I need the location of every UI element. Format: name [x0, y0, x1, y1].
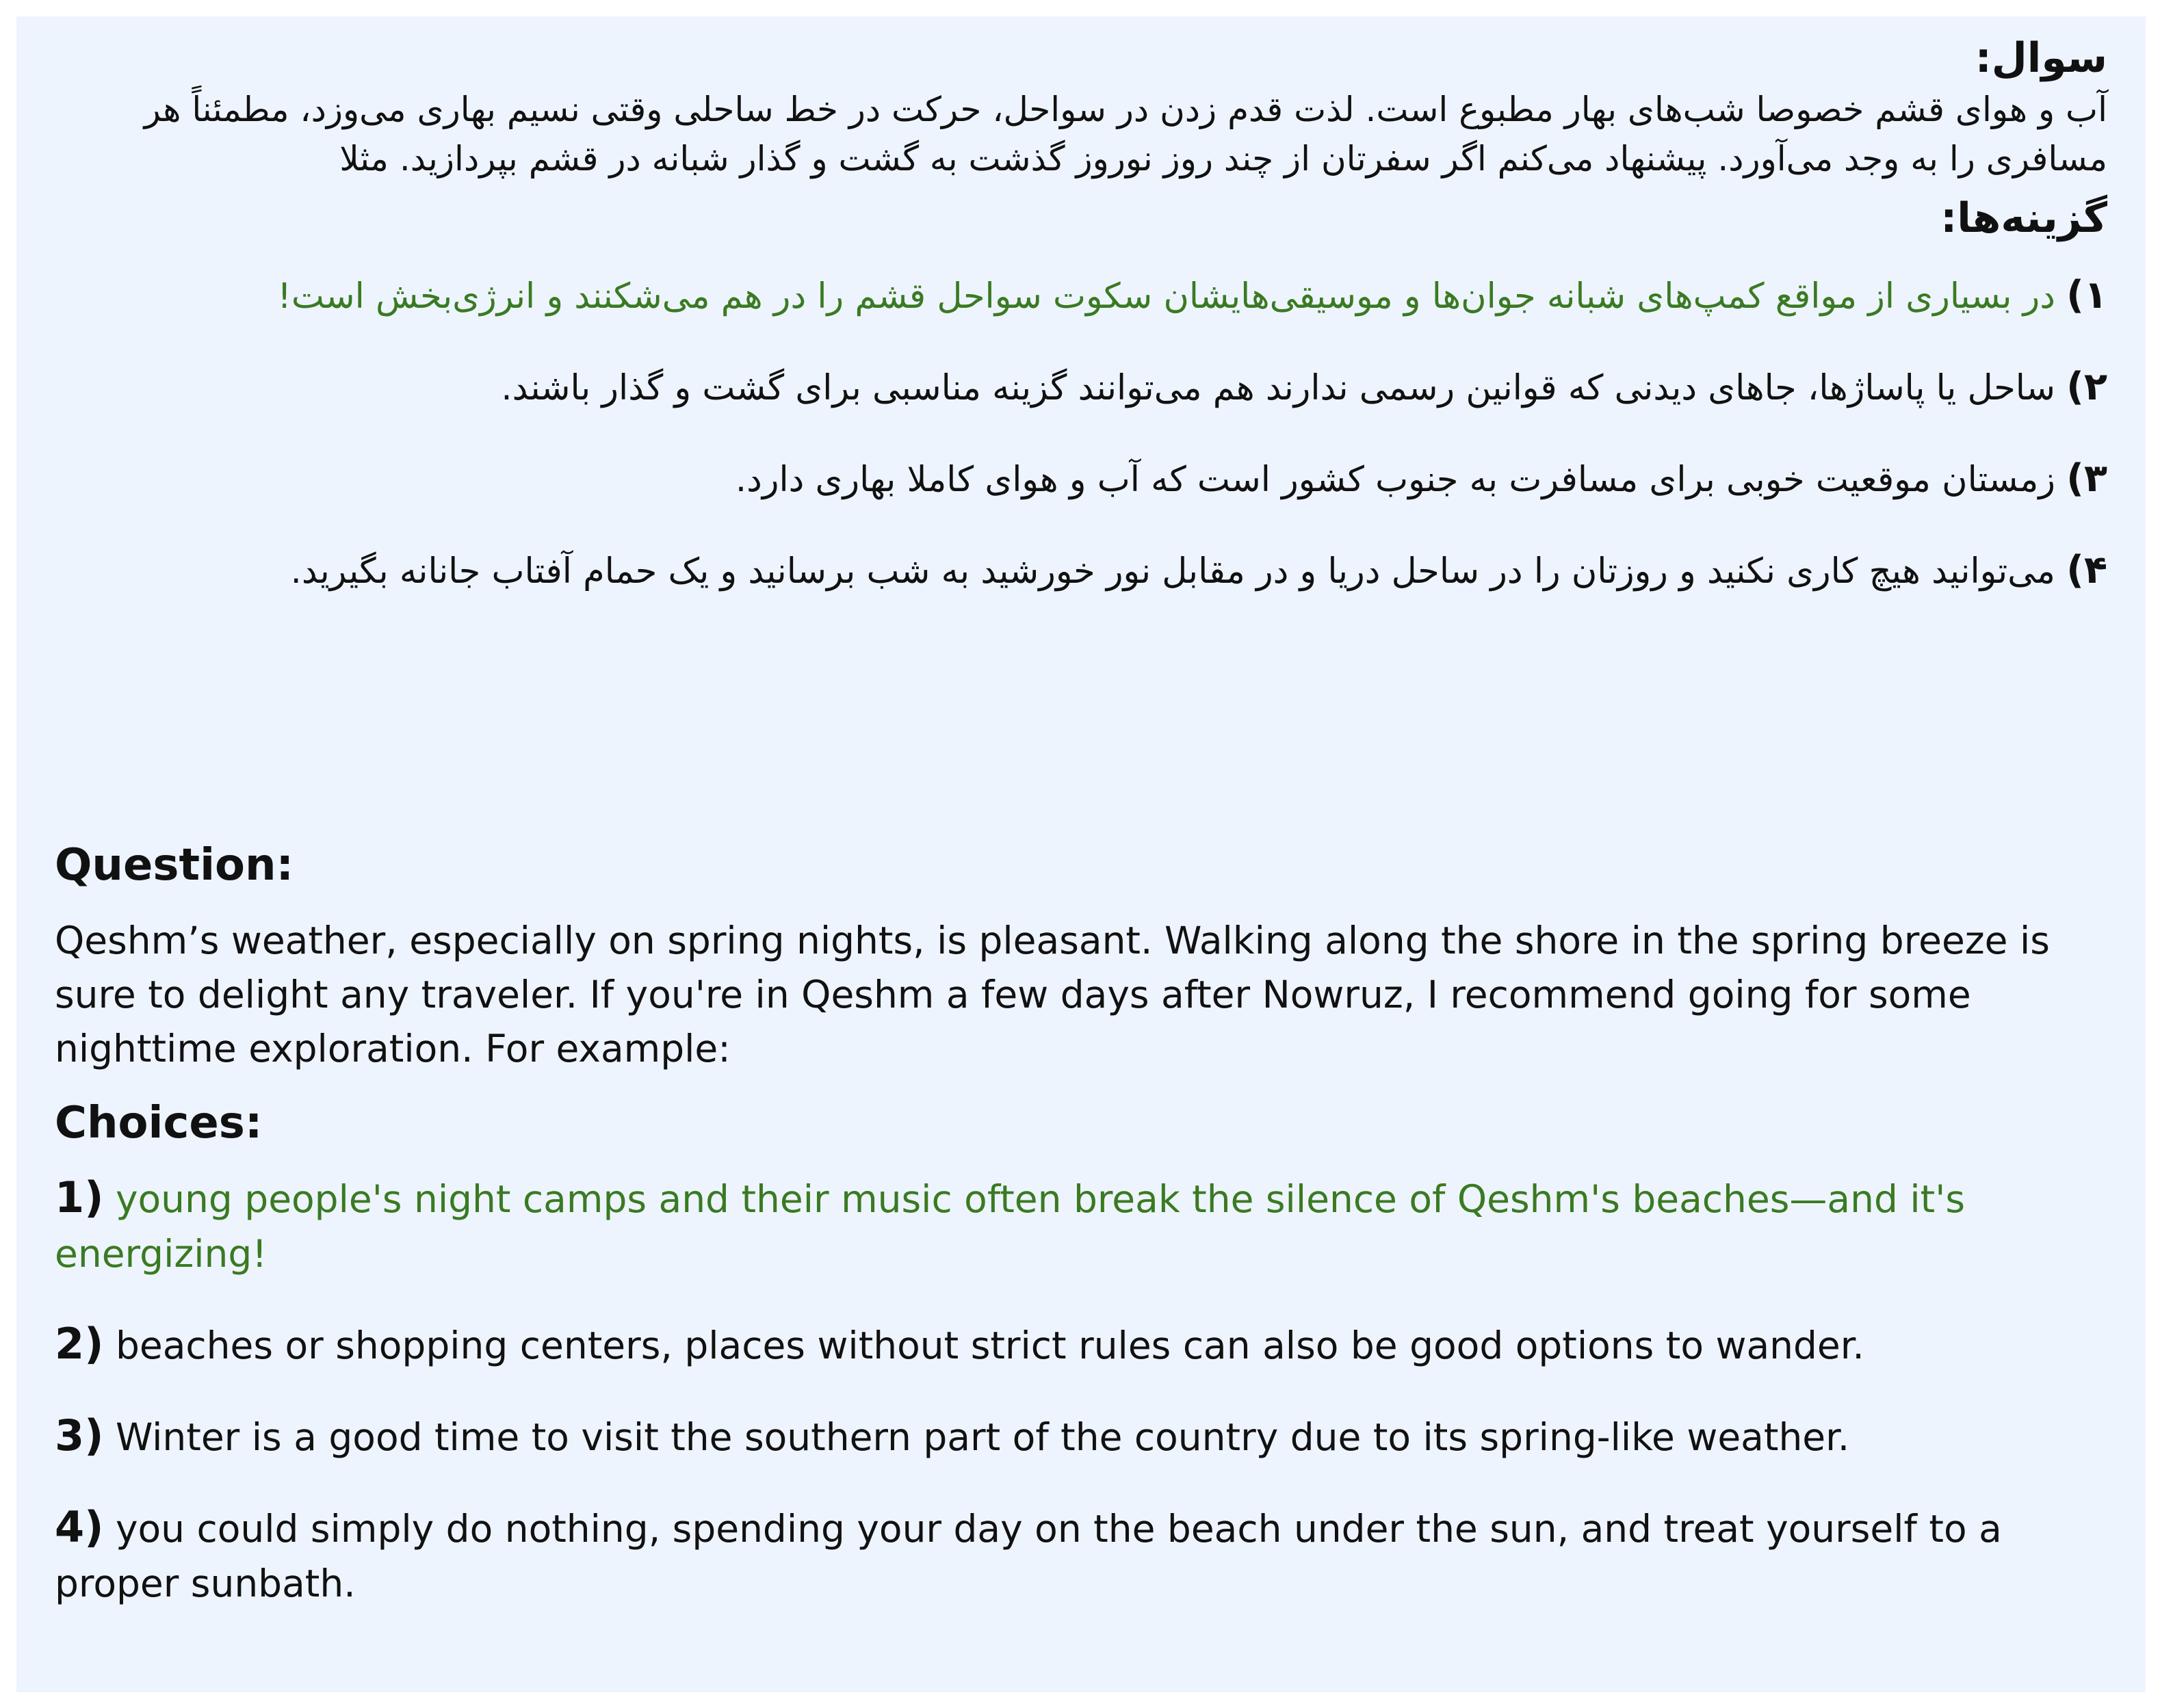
persian-choice-4	[55, 544, 2107, 598]
english-choices-list	[55, 1170, 2107, 1611]
english-choice-number: 3)	[55, 1410, 104, 1460]
english-choices-heading: Choices:	[55, 1098, 263, 1148]
english-question-text: Qeshm’s weather, especially on spring nights, is pleasant. Walking along the shore in the spring breeze is sure to delight any traveler. If you're in Qeshm a few days after Nowruz, I recommend going for some nighttime exploration. For example:	[55, 919, 2050, 1070]
english-choice-number: 4)	[55, 1502, 104, 1552]
english-choice-text: beaches or shopping centers, places without strict rules can also be good options to wander.	[115, 1324, 1864, 1367]
english-choice-1	[55, 1170, 2107, 1281]
english-choice-text: Winter is a good time to visit the southern part of the country due to its spring-like weather.	[115, 1415, 1850, 1459]
english-choice-text: young people's night camps and their music often break the silence of Qeshm's beaches—and it's energizing!	[55, 1177, 1965, 1276]
persian-section	[55, 31, 2107, 598]
persian-choice-text: در بسیاری از مواقع کمپ‌های شبانه جوان‌ها و موسیقی‌هایشان سکوت سواحل قشم را در هم می‌شکنند و انرژی‌بخش است!	[277, 276, 2055, 317]
persian-choice-number: ۴)	[2066, 548, 2107, 592]
persian-choice-text: زمستان موقعیت خوبی برای مسافرت به جنوب کشور است که آب و هوای کاملا بهاری دارد.	[735, 460, 2055, 500]
persian-choice-3	[55, 453, 2107, 506]
persian-question-text: آب و هوای قشم خصوصا شب‌های بهار مطبوع است. لذت قدم زدن در سواحل، حرکت در خط ساحلی وقتی نسیم بهاری می‌وزد، مطمئناً هر مسافری را به وجد می‌آورد. پیشنهاد می‌کنم اگر سفرتان از چند روز نوروز گذشت به گشت و گذار شبانه در قشم بپردازید. مثلا	[144, 90, 2107, 179]
english-choice-4	[55, 1500, 2107, 1611]
persian-question-heading: سوال:	[1975, 34, 2107, 82]
persian-choices-heading: گزینه‌ها:	[1940, 194, 2107, 242]
english-section	[55, 835, 2107, 1611]
persian-choice-text: می‌توانید هیچ کاری نکنید و روزتان را در ساحل دریا و در مقابل نور خورشید به شب برسانید و یک حمام آفتاب جانانه بگیرید.	[290, 551, 2055, 592]
persian-choice-2	[55, 361, 2107, 415]
persian-choice-text: ساحل یا پاساژها، جاهای دیدنی که قوانین رسمی ندارند هم می‌توانند گزینه مناسبی برای گشت و گذار باشند.	[501, 368, 2055, 408]
persian-choice-1	[55, 270, 2107, 323]
question-panel	[16, 16, 2146, 1692]
english-choice-2	[55, 1317, 2107, 1373]
english-question-heading: Question:	[55, 840, 294, 891]
persian-choice-number: ۳)	[2066, 456, 2107, 501]
persian-choice-number: ۱)	[2066, 273, 2107, 317]
persian-choices-list	[55, 270, 2107, 598]
english-choice-text: you could simply do nothing, spending your day on the beach under the sun, and treat yourself to a proper sunbath.	[55, 1507, 2002, 1605]
english-choice-3	[55, 1408, 2107, 1464]
english-choice-number: 2)	[55, 1319, 104, 1369]
english-choice-number: 1)	[55, 1172, 104, 1222]
persian-choice-number: ۲)	[2066, 365, 2107, 409]
